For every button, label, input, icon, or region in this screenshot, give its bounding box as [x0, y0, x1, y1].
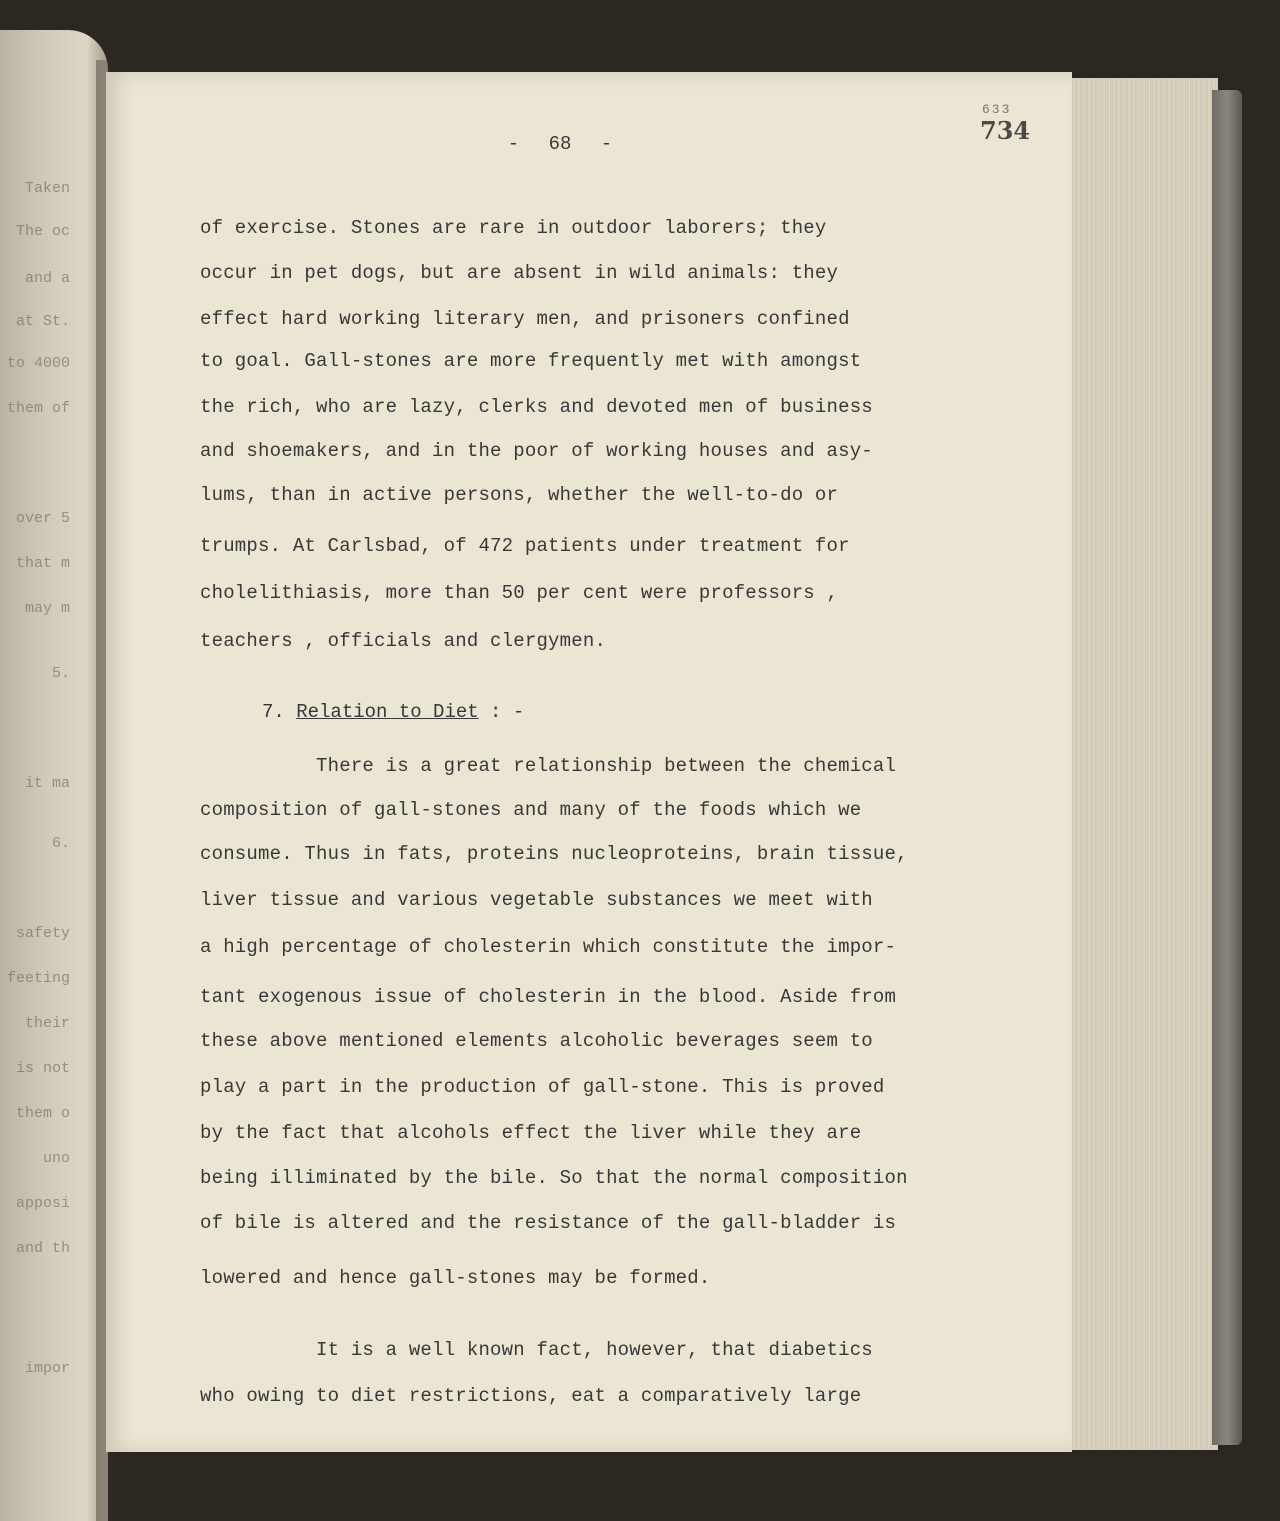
left-page-text: them o: [15, 1105, 70, 1122]
text-line: of exercise. Stones are rare in outdoor laborers; they: [200, 217, 827, 239]
left-page-text: The oc: [15, 223, 70, 240]
left-page-text: and a: [24, 270, 70, 287]
left-page-text: and th: [15, 1240, 70, 1257]
left-page-text: at St.: [15, 313, 70, 330]
text-line: by the fact that alcohols effect the liver while they are: [200, 1122, 862, 1144]
text-line: of bile is altered and the resistance of the gall-bladder is: [200, 1212, 897, 1234]
text-line: and shoemakers, and in the poor of working houses and asy-: [200, 440, 873, 462]
folio-stamp-large: 734: [980, 116, 1031, 145]
section-suffix: : -: [478, 701, 525, 723]
text-line: teachers , officials and clergymen.: [200, 630, 607, 652]
text-line: trumps. At Carlsbad, of 472 patients under treatment for: [200, 535, 850, 557]
text-line: liver tissue and various vegetable substances we meet with: [200, 889, 873, 911]
left-page-text: 6.: [51, 835, 70, 852]
left-page-text: impor: [24, 1360, 70, 1377]
text-line: composition of gall-stones and many of the foods which we: [200, 799, 862, 821]
text-line: lowered and hence gall-stones may be formed.: [200, 1267, 711, 1289]
text-line: lums, than in active persons, whether the well-to-do or: [200, 484, 839, 506]
text-line: occur in pet dogs, but are absent in wild animals: they: [200, 262, 839, 284]
text-line: who owing to diet restrictions, eat a comparatively large: [200, 1385, 862, 1407]
page-edges: [1066, 78, 1218, 1450]
left-page-text: them of: [6, 400, 70, 417]
text-line: consume. Thus in fats, proteins nucleoproteins, brain tissue,: [200, 843, 908, 865]
left-page-text: Taken: [24, 180, 70, 197]
text-line: effect hard working literary men, and prisoners confined: [200, 308, 850, 330]
left-page-text: may m: [24, 600, 70, 617]
left-page-text: apposi: [15, 1195, 70, 1212]
text-line: cholelithiasis, more than 50 per cent were professors ,: [200, 582, 839, 604]
left-page-text: to 4000: [6, 355, 70, 372]
text-line: a high percentage of cholesterin which constitute the impor-: [200, 936, 897, 958]
text-line: to goal. Gall-stones are more frequently met with amongst: [200, 350, 862, 372]
book-cover-edge: [1212, 90, 1242, 1445]
left-page-text: safety: [15, 925, 70, 942]
text-line: these above mentioned elements alcoholic beverages seem to: [200, 1030, 873, 1052]
section-number: 7.: [262, 701, 285, 723]
text-line: tant exogenous issue of cholesterin in the blood. Aside from: [200, 986, 897, 1008]
left-page-text: uno: [42, 1150, 70, 1167]
left-page-text: feeting: [6, 970, 70, 987]
text-line: the rich, who are lazy, clerks and devoted men of business: [200, 396, 873, 418]
text-line: It is a well known fact, however, that diabetics: [200, 1339, 873, 1361]
left-page-text: that m: [15, 555, 70, 572]
left-page-text: over 5: [15, 510, 70, 527]
text-line: play a part in the production of gall-stone. This is proved: [200, 1076, 885, 1098]
left-page-text: their: [24, 1015, 70, 1032]
left-page-text: 5.: [51, 665, 70, 682]
text-line: There is a great relationship between the chemical: [200, 755, 897, 777]
section-heading: [262, 701, 524, 723]
section-title: Relation to Diet: [296, 701, 479, 723]
folio-stamp-small: 633: [982, 102, 1012, 117]
left-page: [0, 30, 108, 1521]
page-number: - 68 -: [507, 133, 613, 155]
left-page-text: it ma: [24, 775, 70, 792]
text-line: being illiminated by the bile. So that the normal composition: [200, 1167, 908, 1189]
left-page-text: is not: [15, 1060, 70, 1077]
